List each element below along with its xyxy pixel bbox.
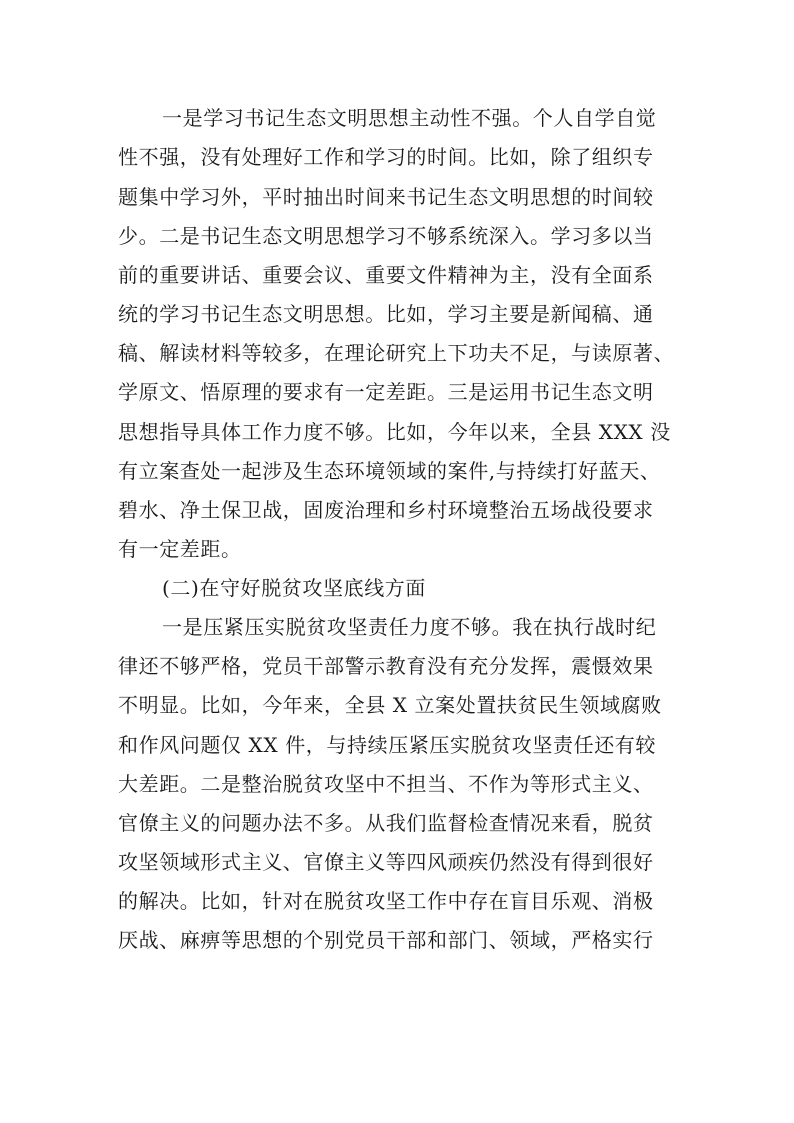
paragraph-line: 大差距。二是整治脱贫攻坚中不担当、不作为等形式主义、: [118, 772, 654, 796]
paragraph-line: 性不强，没有处理好工作和学习的时间。比如，除了组织专: [118, 145, 654, 169]
paragraph-line: 碧水、净土保卫战，固废治理和乡村环境整治五场战役要求: [118, 498, 654, 522]
paragraph-line: 有一定差距。: [118, 537, 242, 561]
paragraph-line: 一是学习书记生态文明思想主动性不强。个人自学自觉: [162, 106, 657, 130]
paragraph-line: 厌战、麻痹等思想的个别党员干部和部门、领域，严格实行: [118, 928, 654, 952]
paragraph-line: 思想指导具体工作力度不够。比如，今年以来，全县 XXX 没: [118, 420, 671, 444]
paragraph-line: 和作风问题仅 XX 件，与持续压紧压实脱贫攻坚责任还有较: [118, 733, 656, 757]
paragraph-line: 官僚主义的问题办法不多。从我们监督检查情况来看，脱贫: [118, 811, 654, 835]
paragraph-line: 律还不够严格，党员干部警示教育没有充分发挥，震慑效果: [118, 654, 654, 678]
paragraph-line: 有立案查处一起涉及生态环境领域的案件,与持续打好蓝天、: [118, 459, 661, 483]
paragraph-line: 学原文、悟原理的要求有一定差距。三是运用书记生态文明: [118, 380, 654, 404]
paragraph-line: 不明显。比如，今年来，全县 X 立案处置扶贫民生领域腐败: [118, 693, 662, 717]
paragraph-line: 题集中学习外，平时抽出时间来书记生态文明思想的时间较: [118, 185, 654, 209]
paragraph-line: 的解决。比如，针对在脱贫攻坚工作中存在盲目乐观、消极: [118, 889, 654, 913]
paragraph-line: 少。二是书记生态文明思想学习不够系统深入。学习多以当: [118, 224, 654, 248]
paragraph-line: 前的重要讲话、重要会议、重要文件精神为主，没有全面系: [118, 263, 654, 287]
paragraph-line: 统的学习书记生态文明思想。比如，学习主要是新闻稿、通: [118, 302, 654, 326]
section-heading: (二)在守好脱贫攻坚底线方面: [162, 576, 427, 600]
paragraph-line: 一是压紧压实脱贫攻坚责任力度不够。我在执行战时纪: [162, 615, 657, 639]
paragraph-line: 稿、解读材料等较多，在理论研究上下功夫不足，与读原著、: [118, 341, 675, 365]
paragraph-line: 攻坚领域形式主义、官僚主义等四风顽疾仍然没有得到很好: [118, 850, 654, 874]
